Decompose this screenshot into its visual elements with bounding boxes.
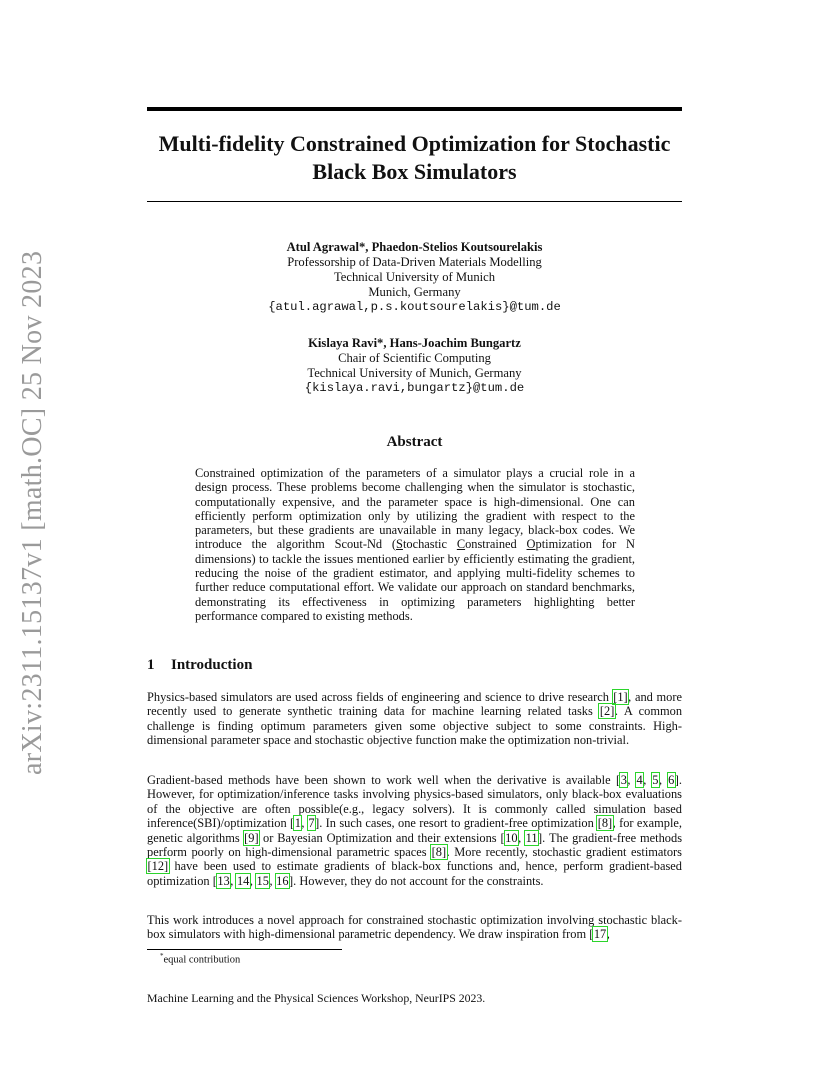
university-1: Technical University of Munich <box>333 270 496 284</box>
author-names-2: Kislaya Ravi*, Hans-Joachim Bungartz <box>308 336 521 350</box>
intro-paragraph-1: Physics-based simulators are used across fields of engineering and science to drive research [1], and more recently used to generate synthetic training data for machine learning related tasks [2]. A common challenge is finding optimum parameters given some objective subject to some constraints. High-dimensional parameter space and stochastic objective function make the optimization non-trivial. <box>147 690 683 748</box>
title-bottom-rule <box>147 201 682 202</box>
citation-link[interactable]: 7 <box>308 816 315 831</box>
citation-link[interactable]: [8] <box>597 816 613 831</box>
title-top-rule <box>147 107 682 111</box>
citation-link[interactable]: 11 <box>525 830 538 845</box>
citation-link[interactable]: 6 <box>668 773 675 787</box>
section-title: Introduction <box>171 657 253 673</box>
citation-link[interactable]: 15 <box>256 873 269 888</box>
abstract-text: Constrained optimization of the parameters of a simulator plays a crucial role in a design process. These problems become challenging when the simulator is stochastic, computationally expensive, and the parameter space is high-dimensional. One can efficiently perform optimization only by utilizing the gradient with respect to the parameters, but these gradients are unavailable in many legacy, black-box codes. We introduce the algorithm Scout-Nd (Stochastic Constrained Optimization for N dimensions) to tackle the issues mentioned earlier by efficiently estimating the gradient, reducing the noise of the gradient estimator, and applying multi-fidelity schemes to further reduce computational effort. We validate our approach on standard benchmarks, demonstrating its effectiveness in optimizing parameters highlighting better performance compared to existing methods. <box>195 466 635 623</box>
affiliation-1: Professorship of Data-Driven Materials Modelling <box>287 255 542 269</box>
title-line-1: Multi-fidelity Constrained Optimization for Stochastic <box>158 131 671 156</box>
section-number: 1 <box>147 657 155 673</box>
footnote-text: equal contribution <box>163 954 241 966</box>
university-2: Technical University of Munich, Germany <box>307 366 522 380</box>
intro-paragraph-3: This work introduces a novel approach for constrained stochastic optimization involving stochastic black-box simulators with high-dimensional parametric dependency. We draw inspiration from [17, <box>147 913 682 942</box>
abstract-heading: Abstract <box>386 434 443 450</box>
author-block-1 <box>147 240 682 315</box>
citation-link[interactable]: 4 <box>636 773 643 787</box>
paper-title <box>147 130 682 186</box>
citation-link[interactable]: [2] <box>599 704 615 719</box>
citation-link[interactable]: 1 <box>294 816 301 831</box>
email-1[interactable]: {atul.agrawal,p.s.koutsourelakis}@tum.de <box>268 300 561 314</box>
intro-paragraph-2: Gradient-based methods have been shown to work well when the derivative is available [3, 4, 5, 6]. However, for optimization/inference tasks involving physics-based simulators, only black-box evaluations of the objective are often possible(e.g., legacy solvers). It is commonly called simulation based inference(SBI)/optimization [1, 7]. In such cases, one resort to gradient-free optimization [8], for example, genetic algorithms [9] or Bayesian Optimization and their extensions [10, 11]. The gradient-free methods perform poorly on high-dimensional parametric spaces [8]. More recently, stochastic gradient estimators [12] have been used to estimate gradients of black-box functions and, hence, perform gradient-based optimization [13, 14, 15, 16]. However, they do not account for the constraints. <box>147 773 683 888</box>
author-block-2 <box>147 336 682 396</box>
citation-link[interactable]: 17 <box>593 927 607 942</box>
footnote-rule <box>147 949 342 950</box>
citation-link[interactable]: [9] <box>244 830 259 845</box>
location-1: Munich, Germany <box>368 285 461 299</box>
citation-link[interactable]: 10 <box>505 830 518 845</box>
citation-link[interactable]: [8] <box>431 845 447 860</box>
footnote <box>160 952 240 966</box>
section-heading-introduction <box>147 657 252 674</box>
author-names-1: Atul Agrawal*, Phaedon-Stelios Koutsourelakis <box>286 240 543 254</box>
footnote-mark: * <box>160 952 164 960</box>
citation-link[interactable]: 14 <box>236 873 250 888</box>
affiliation-2: Chair of Scientific Computing <box>338 351 491 365</box>
title-line-2: Black Box Simulators <box>312 159 517 184</box>
citation-link[interactable]: 3 <box>620 773 627 787</box>
citation-link[interactable]: 13 <box>217 873 230 888</box>
citation-link[interactable]: 16 <box>276 873 289 888</box>
citation-link[interactable]: [1] <box>613 690 628 704</box>
venue-footer: Machine Learning and the Physical Sciences Workshop, NeurIPS 2023. <box>147 991 486 1005</box>
citation-link[interactable]: 5 <box>652 773 659 787</box>
citation-link[interactable]: [12] <box>147 859 169 874</box>
email-2[interactable]: {kislaya.ravi,bungartz}@tum.de <box>304 381 525 395</box>
arxiv-side-stamp: arXiv:2311.15137v1 [math.OC] 25 Nov 2023 <box>17 250 48 775</box>
